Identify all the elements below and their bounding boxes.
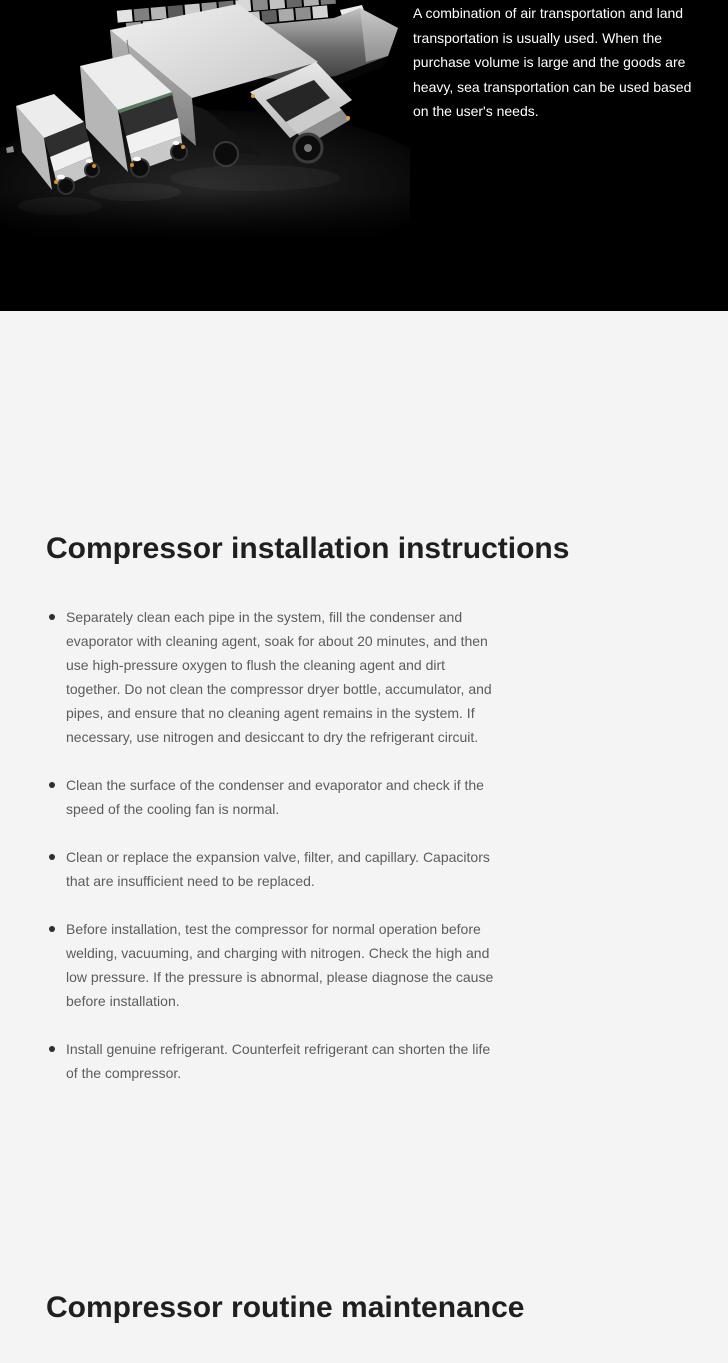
bullet-icon (49, 926, 55, 932)
installation-instructions-list (46, 605, 496, 1085)
list-item (46, 845, 496, 893)
transport-photo (0, 0, 410, 240)
section-title-installation: Compressor installation instructions (46, 532, 570, 565)
list-item-text: Before installation, test the compressor for normal operation before welding, vacuuming, and charging with nitrogen. Check the high and low pressure. If the pressure is abnormal, please diagnose the cause before installation. (66, 921, 494, 1009)
list-item-text: Separately clean each pipe in the system, fill the condenser and evaporator with cleaning agent, soak for about 20 minutes, and then use high-pressure oxygen to flush the cleaning agent and dirt together. Do not clean the compressor dryer bottle, accumulator, and pipes, and ensure that no cleaning agent remains in the system. If necessary, use nitrogen and desiccant to dry the refrigerant circuit. (66, 609, 492, 745)
list-item-text: Clean the surface of the condenser and evaporator and check if the speed of the cooling fan is normal. (66, 777, 484, 817)
list-item-text: Clean or replace the expansion valve, filter, and capillary. Capacitors that are insufficient need to be replaced. (66, 849, 490, 889)
bullet-icon (49, 782, 55, 788)
list-item (46, 917, 496, 1013)
list-item (46, 773, 496, 821)
bullet-icon (49, 854, 55, 860)
list-item (46, 605, 496, 749)
bullet-icon (49, 614, 55, 620)
list-item (46, 1037, 496, 1085)
bullet-icon (49, 1046, 55, 1052)
list-item-text: Install genuine refrigerant. Counterfeit refrigerant can shorten the life of the compressor. (66, 1041, 491, 1081)
section-title-maintenance: Compressor routine maintenance (46, 1291, 525, 1324)
banner-caption: A combination of air transportation and land transportation is usually used. When the purchase volume is large and the goods are heavy, sea transportation can be used based on the user's needs. (413, 5, 692, 119)
content-area (0, 311, 728, 1326)
transport-banner (0, 0, 728, 311)
